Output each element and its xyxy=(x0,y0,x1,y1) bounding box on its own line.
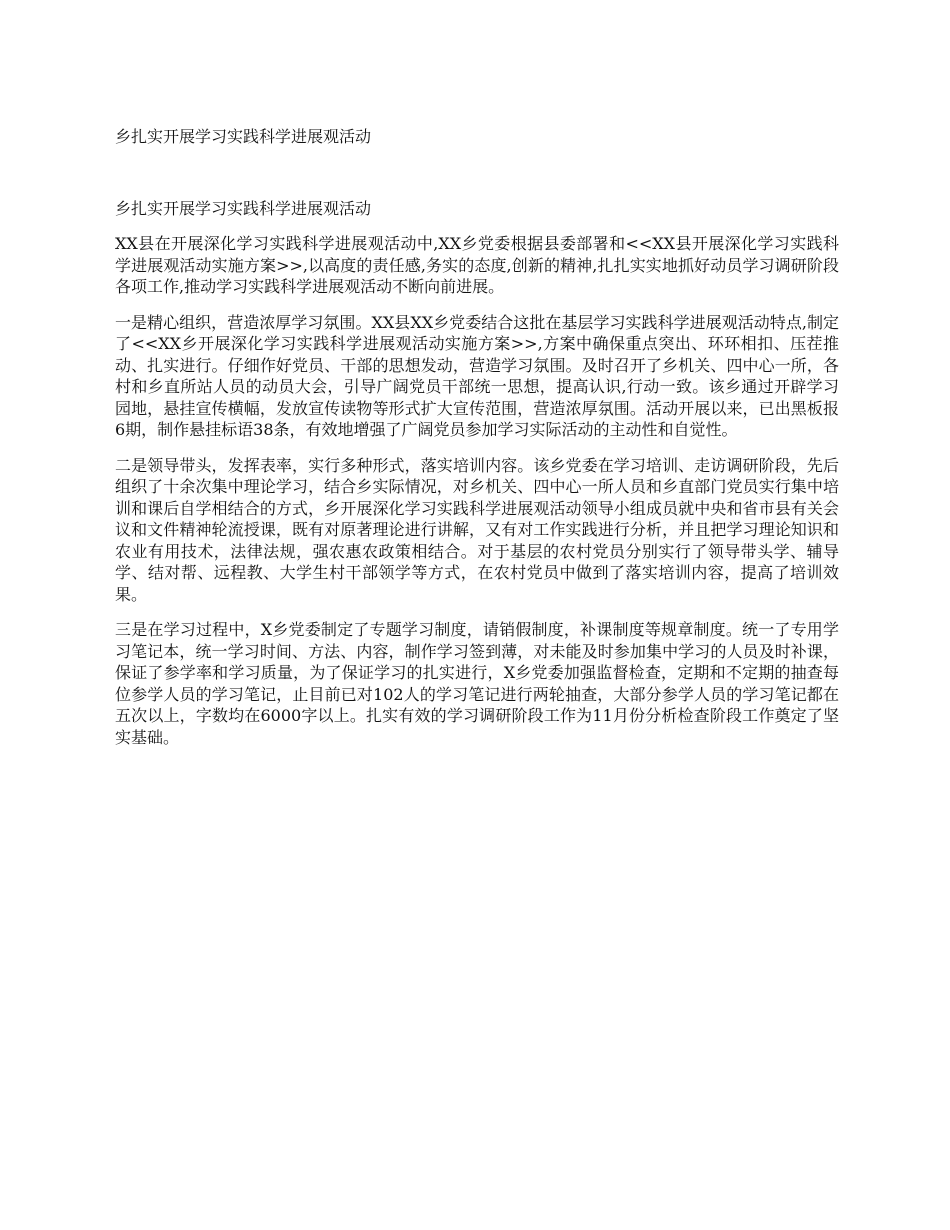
paragraph-intro: XX县在开展深化学习实践科学进展观活动中,XX乡党委根据县委部署和<<XX县开展深化学习实践科学进展观活动实施方案>>,以高度的责任感,务实的态度,创新的精神,扎扎实实地抓好动员学习调研阶段各项工作,推动学习实践科学进展观活动不断向前进展。 xyxy=(115,234,839,296)
paragraph-study-process: 三是在学习过程中，X乡党委制定了专题学习制度，请销假制度，补课制度等规章制度。统一了专用学习笔记本，统一学习时间、方法、内容，制作学习签到薄，对未能及时参加集中学习的人员及时补课，保证了参学率和学习质量，为了保证学习的扎实进行，X乡党委加强监督检查，定期和不定期的抽查每位参学人员的学习笔记，止目前已对102人的学习笔记进行两轮抽查，大部分参学人员的学习笔记都在五次以上，字数均在6000字以上。扎实有效的学习调研阶段工作为11月份分析检查阶段工作奠定了坚实基础。 xyxy=(115,620,839,747)
document-title: 乡扎实开展学习实践科学进展观活动 xyxy=(115,127,372,146)
paragraph-leadership: 二是领导带头，发挥表率，实行多种形式，落实培训内容。该乡党委在学习培训、走访调研阶段，先后组织了十余次集中理论学习，结合乡实际情况，对乡机关、四中心一所人员和乡直部门党员实行集中培训和课后自学相结合的方式，乡开展深化学习实践科学进展观活动领导小组成员就中央和省市县有关会议和文件精神轮流授课，既有对原著理论进行讲解，又有对工作实践进行分析，并且把学习理论知识和农业有用技术，法律法规，强农惠农政策相结合。对于基层的农村党员分别实行了领导带头学、辅导学、结对帮、远程教、大学生村干部领学等方式，在农村党员中做到了落实培训内容，提高了培训效果。 xyxy=(115,455,839,604)
paragraph-organization: 一是精心组织，营造浓厚学习氛围。XX县XX乡党委结合这批在基层学习实践科学进展观活动特点,制定了<<XX乡开展深化学习实践科学进展观活动实施方案>>,方案中确保重点突出、环环相扣、压茬推动、扎实进行。仔细作好党员、干部的思想发动，营造学习氛围。及时召开了乡机关、四中心一所，各村和乡直所站人员的动员大会，引导广阔党员干部统一思想，提高认识,行动一致。该乡通过开辟学习园地，悬挂宣传横幅，发放宣传读物等形式扩大宣传范围，营造浓厚氛围。活动开展以来，已出黑板报6期，制作悬挂标语38条，有效地增强了广阔党员参加学习实际活动的主动性和自觉性。 xyxy=(115,312,839,439)
article-body xyxy=(115,233,839,762)
article-heading: 乡扎实开展学习实践科学进展观活动 xyxy=(115,199,372,218)
